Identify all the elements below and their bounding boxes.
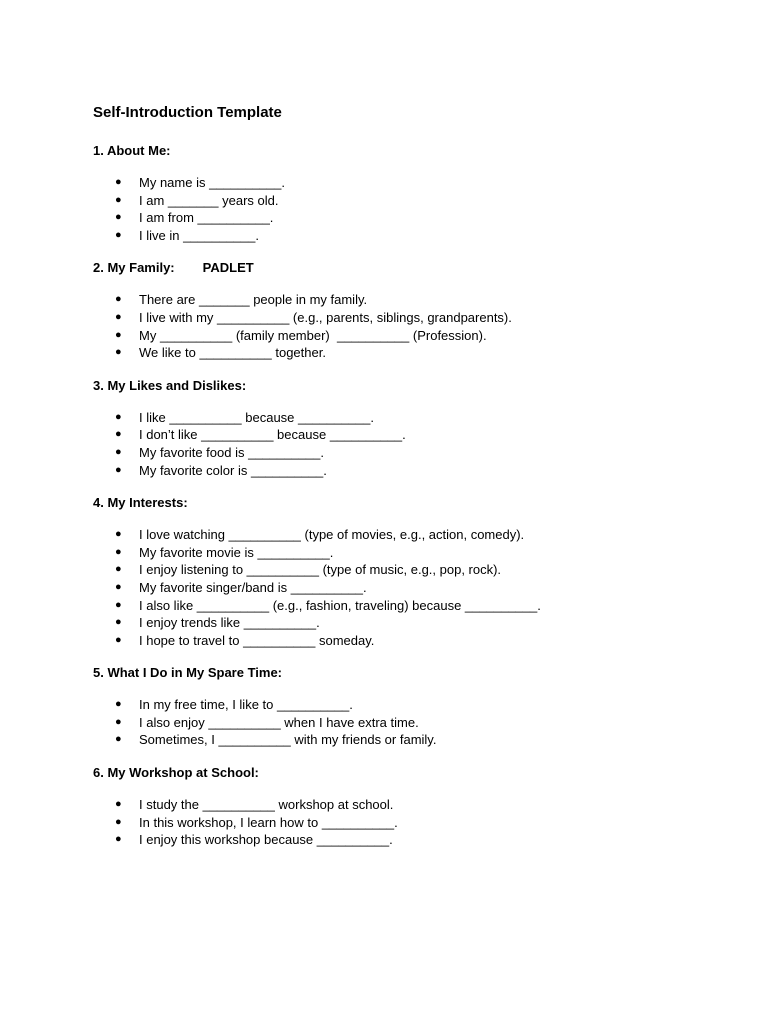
list-item <box>93 579 768 597</box>
list-item-text: There are _______ people in my family. <box>139 292 368 308</box>
bullet-icon: ● <box>115 580 122 593</box>
bullet-icon: ● <box>115 428 122 441</box>
list-item <box>93 227 768 245</box>
bullet-icon: ● <box>115 463 122 476</box>
section-heading-text: 2. My Family: <box>93 260 175 276</box>
bullet-icon: ● <box>115 176 122 188</box>
section-heading <box>93 377 768 394</box>
section-list <box>93 291 768 361</box>
list-item <box>93 174 768 192</box>
list-item-text: I enjoy this workshop because __________. <box>139 832 393 848</box>
bullet-icon: ● <box>115 733 122 746</box>
list-item <box>93 731 768 749</box>
list-item-text: My favorite food is __________. <box>139 444 325 460</box>
bullet-icon: ● <box>115 815 122 828</box>
list-item <box>93 409 768 427</box>
sections-container <box>93 142 768 849</box>
list-item-text: I also enjoy __________ when I have extra time. <box>139 714 419 730</box>
bullet-icon: ● <box>115 698 122 711</box>
list-item-text: My favorite movie is __________. <box>139 544 334 560</box>
list-item <box>93 614 768 632</box>
section-likes-dislikes <box>93 377 768 479</box>
bullet-icon: ● <box>115 633 122 646</box>
bullet-icon: ● <box>115 715 122 728</box>
list-item-text: My name is __________. <box>139 175 285 190</box>
list-item <box>93 344 768 362</box>
section-interests <box>93 494 768 649</box>
list-item-text: I don’t like __________ because __________. <box>139 427 406 443</box>
list-item-text: I live with my __________ (e.g., parents, siblings, grandparents). <box>139 309 512 325</box>
list-item-text: I love watching __________ (type of movies, e.g., action, comedy). <box>139 527 525 543</box>
section-heading-text: 6. My Workshop at School: <box>93 765 259 781</box>
bullet-icon: ● <box>115 445 122 458</box>
list-item-text: My favorite singer/band is __________. <box>139 579 367 595</box>
bullet-icon: ● <box>115 798 122 811</box>
bullet-icon: ● <box>115 346 122 359</box>
list-item <box>93 814 768 832</box>
list-item-text: In my free time, I like to __________. <box>139 697 353 713</box>
list-item-text: I am _______ years old. <box>139 192 279 208</box>
list-item <box>93 526 768 544</box>
list-item-text: I hope to travel to __________ someday. <box>139 632 375 648</box>
list-item <box>93 561 768 579</box>
list-item-text: I live in __________. <box>139 227 259 243</box>
bullet-icon: ● <box>115 545 122 558</box>
bullet-icon: ● <box>115 228 122 241</box>
section-heading-text: 1. About Me: <box>93 143 171 158</box>
list-item-text: My favorite color is __________. <box>139 462 327 478</box>
bullet-icon: ● <box>115 833 122 846</box>
bullet-icon: ● <box>115 563 122 576</box>
list-item <box>93 426 768 444</box>
list-item-text: I like __________ because __________. <box>139 409 374 425</box>
list-item <box>93 696 768 714</box>
list-item-text: I enjoy trends like __________. <box>139 615 320 631</box>
bullet-icon: ● <box>115 328 122 341</box>
list-item <box>93 831 768 849</box>
section-heading-text: 4. My Interests: <box>93 495 188 511</box>
list-item <box>93 544 768 562</box>
list-item <box>93 714 768 732</box>
section-heading-text: 3. My Likes and Dislikes: <box>93 377 247 393</box>
list-item-text: I study the __________ workshop at school. <box>139 797 394 813</box>
section-list <box>93 174 768 244</box>
list-item-text: We like to __________ together. <box>139 345 326 361</box>
section-list <box>93 796 768 849</box>
section-heading <box>93 142 768 159</box>
section-list <box>93 696 768 749</box>
section-heading <box>93 259 768 276</box>
document-title: Self-Introduction Template <box>93 104 282 121</box>
section-heading-extra: PADLET <box>202 260 254 276</box>
list-item <box>93 632 768 650</box>
bullet-icon: ● <box>115 410 122 423</box>
section-my-family <box>93 259 768 361</box>
list-item-text: My __________ (family member) __________ (Profession). <box>139 327 487 343</box>
list-item <box>93 309 768 327</box>
bullet-icon: ● <box>115 293 122 306</box>
list-item <box>93 462 768 480</box>
list-item <box>93 444 768 462</box>
bullet-icon: ● <box>115 616 122 629</box>
bullet-icon: ● <box>115 193 122 206</box>
list-item-text: I am from __________. <box>139 210 274 226</box>
section-list <box>93 409 768 479</box>
list-item-text: I also like __________ (e.g., fashion, traveling) because __________. <box>139 597 541 613</box>
list-item-text: In this workshop, I learn how to __________. <box>139 814 398 830</box>
section-workshop <box>93 764 768 849</box>
section-list <box>93 526 768 649</box>
bullet-icon: ● <box>115 211 122 224</box>
list-item-text: I enjoy listening to __________ (type of music, e.g., pop, rock). <box>139 562 502 578</box>
section-about-me <box>93 142 768 244</box>
list-item <box>93 291 768 309</box>
bullet-icon: ● <box>115 598 122 611</box>
list-item <box>93 327 768 345</box>
section-heading <box>93 664 768 681</box>
section-spare-time <box>93 664 768 749</box>
list-item <box>93 192 768 210</box>
list-item-text: Sometimes, I __________ with my friends or family. <box>139 732 437 748</box>
bullet-icon: ● <box>115 310 122 323</box>
section-heading <box>93 764 768 781</box>
bullet-icon: ● <box>115 528 122 541</box>
list-item <box>93 597 768 615</box>
list-item <box>93 209 768 227</box>
list-item <box>93 796 768 814</box>
section-heading <box>93 494 768 511</box>
section-heading-text: 5. What I Do in My Spare Time: <box>93 665 283 681</box>
